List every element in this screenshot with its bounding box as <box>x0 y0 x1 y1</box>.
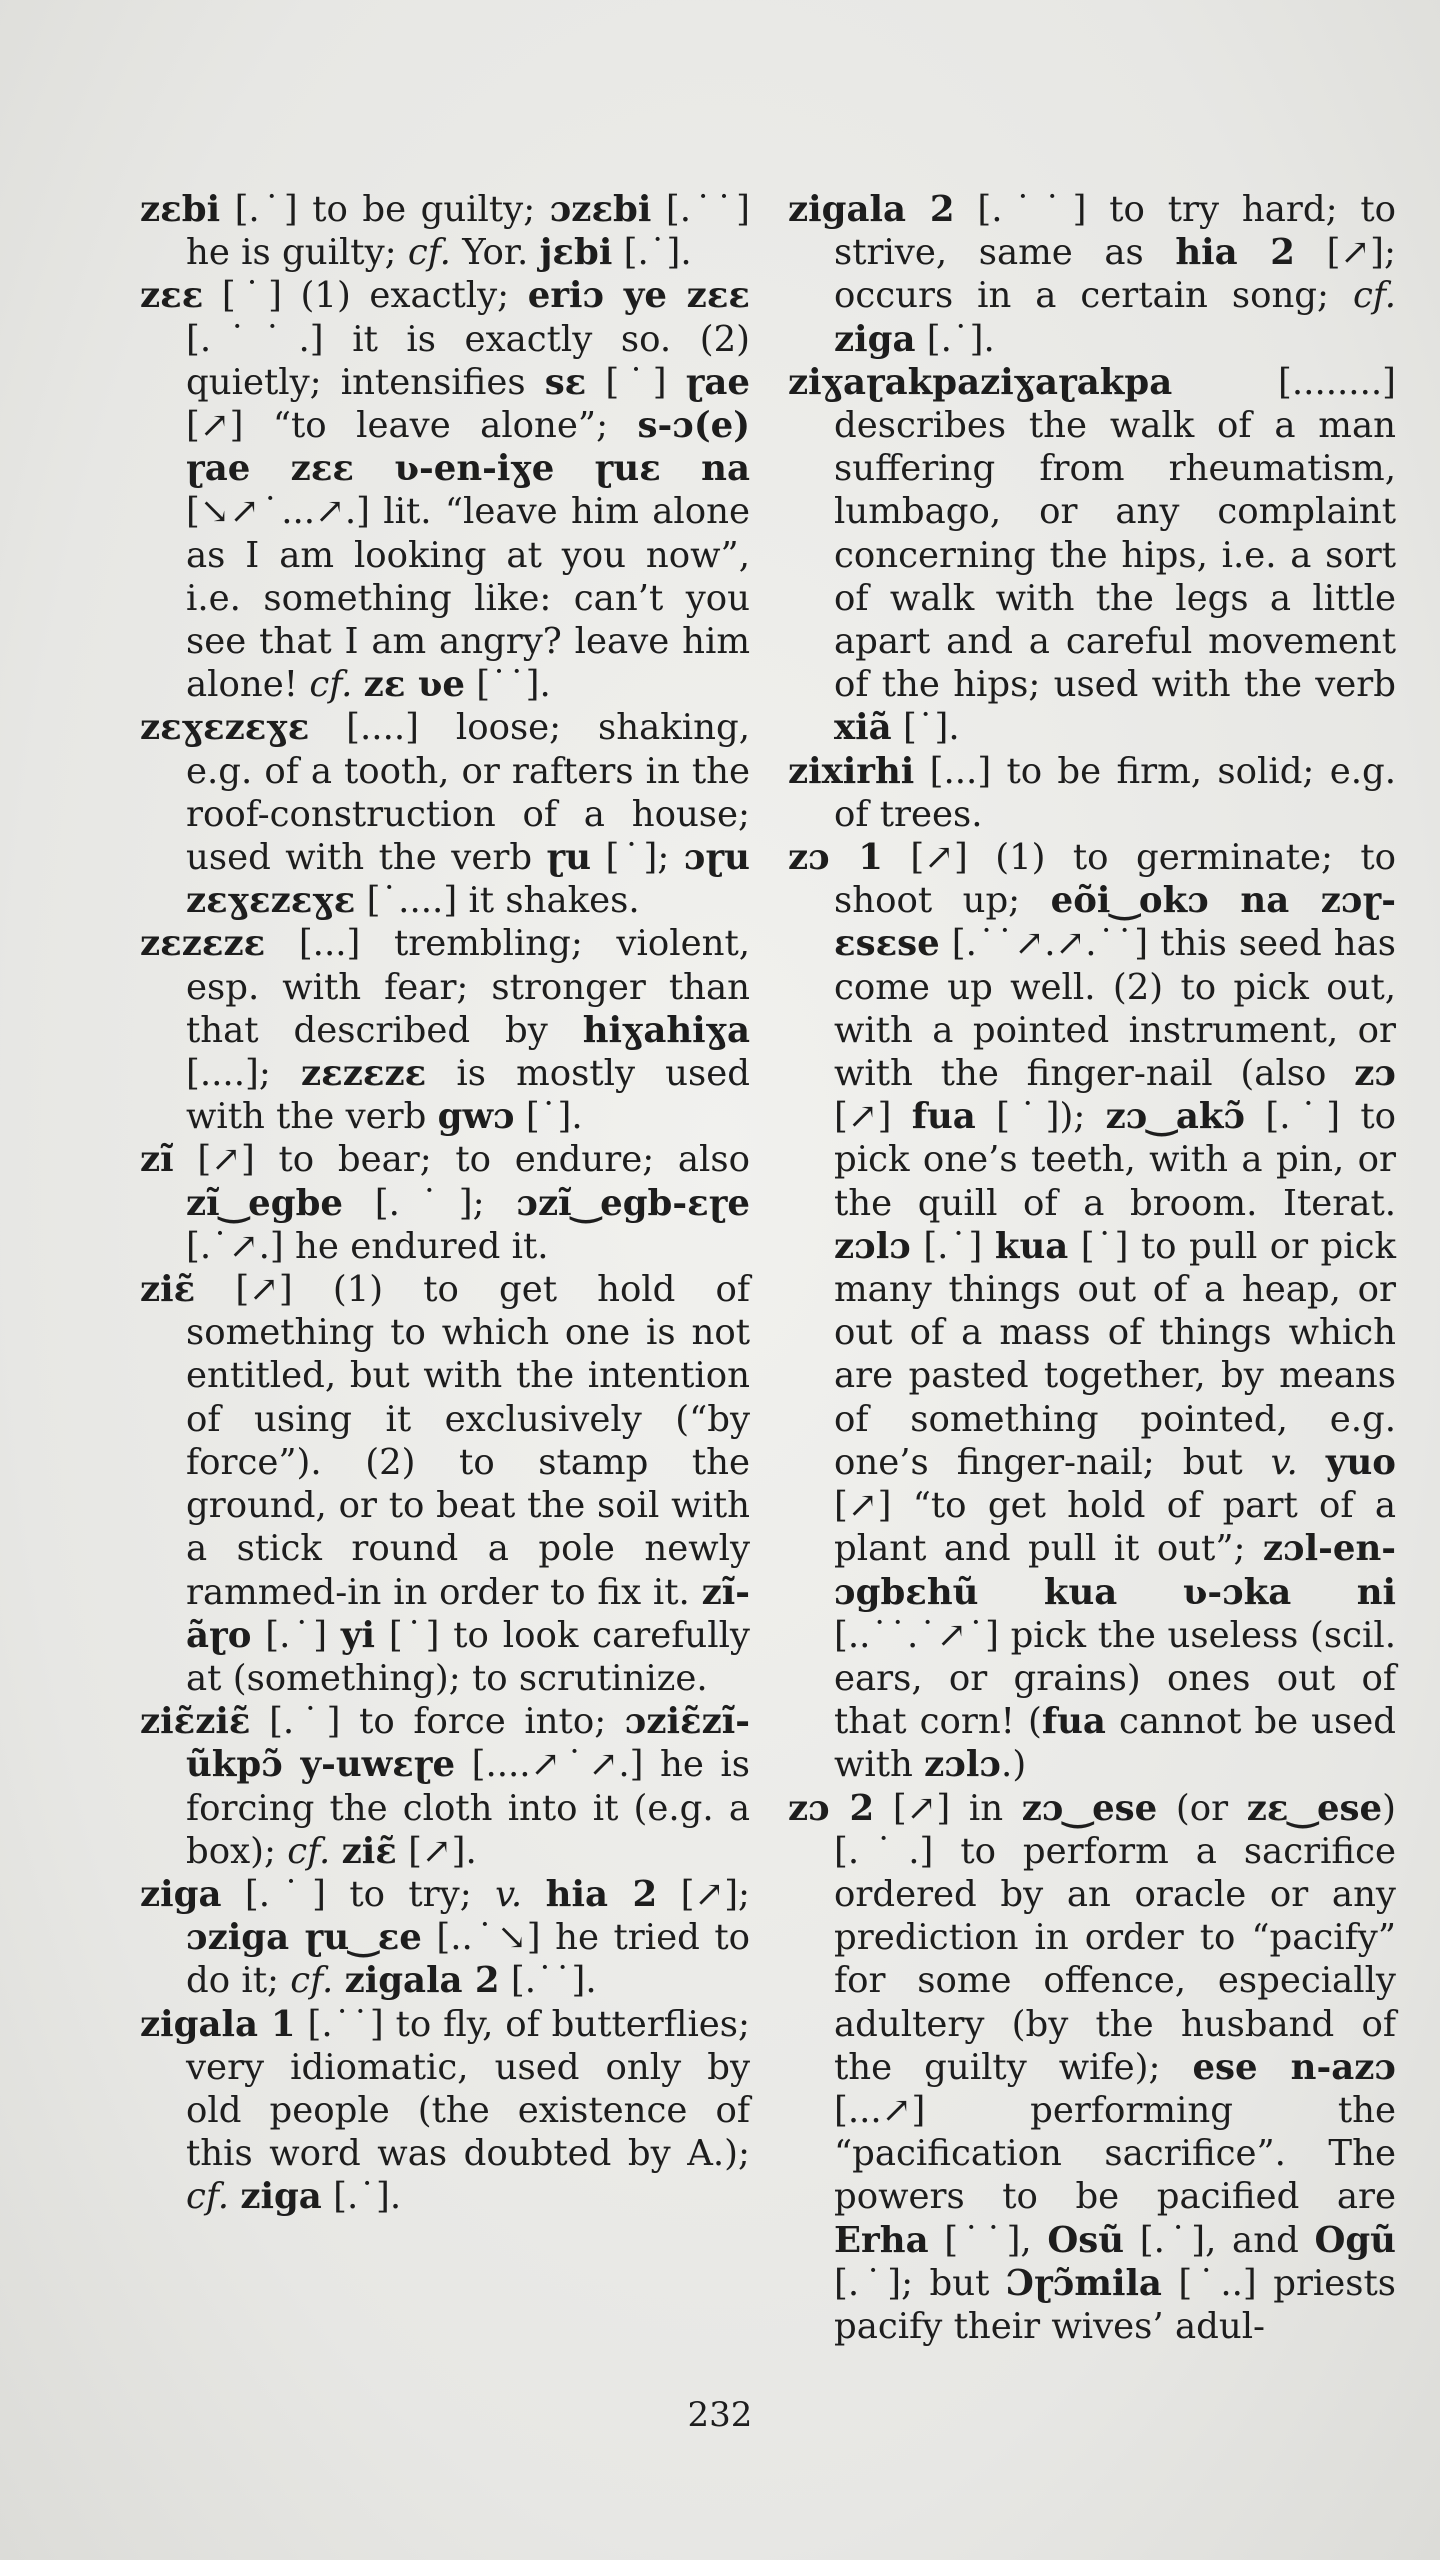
entry-zigala-2: zigala 2 [.˙˙] to try hard; to strive, same as hia 2 [↗]; occurs in a certain song; cf. ziga [.˙]. <box>788 189 1396 360</box>
entry-zo-1: zɔ 1 [↗] (1) to germinate; to shoot up; eõi‿okɔ na zɔɽ-ɛsɛse [.˙˙↗.↗.˙˙] this seed has come up well. (2) to pick out, with a pointed instrument, or with the finger-nail (also zɔ [↗] fua [˙]); zɔ‿akɔ̃ [.˙] to pick one’s teeth, with a pin, or the quill of a broom. Iterat. zɔlɔ [.˙] kua [˙] to pull or pick many things out of a heap, or out of a mass of things which are pasted together, by means of something pointed, e.g. one’s finger-nail; but v. yuo [↗] “to get hold of part of a plant and pull it out”; zɔl-en-ɔgbɛhũ kua ʋ-ɔka ni [..˙˙.˙↗˙] pick the useless (scil. ears, or grains) ones out of that corn! (fua cannot be used with zɔlɔ.) <box>788 837 1397 1786</box>
entry-zee: zɛɛ [˙] (1) exactly; eriɔ ye zɛɛ [.˙˙.] it is exactly so. (2) quietly; intensifies sɛ [˙] ɽae [↗] “to leave alone”; s-ɔ(e) ɽae zɛɛ ʋ-en-iɣe ɽuɛ na [↘↗˙...↗.] lit. “leave him alone as I am looking at you now”, i.e. something like: can’t you see that I am angry? leave him alone! cf. zɛ ʋe [˙˙]. <box>140 275 750 706</box>
entry-ziyarakpaziyarakpa: ziɣaɽakpaziɣaɽakpa [........] describes the walk of a man suffering from rheumatism, lumbago, or any complaint concerning the hips, i.e. a sort of walk with the legs a little apart and a careful movement of the hips; used with the verb xiã [˙]. <box>788 361 1396 749</box>
entry-zie: ziɛ̃ [↗] (1) to get hold of something to which one is not entitled, but with the intention of using it exclusively (“by force”). (2) to stamp the ground, or to beat the soil with a stick round a pole newly rammed-in in order to fix it. zĩ-ãɽo [.˙] yi [˙] to look carefully at (something); to scrutinize. <box>140 1269 750 1699</box>
entry-zixirhi: zixirhi [...] to be firm, solid; e.g. of trees. <box>788 750 1396 835</box>
page-number: 232 <box>687 2395 753 2435</box>
entry-zeyezeye: zɛɣɛzɛɣɛ [....] loose; shaking, e.g. of a tooth, or rafters in the roof-construction of a house; used with the verb ɽu [˙]; ɔɽu zɛɣɛzɛɣɛ [˙....] it shakes. <box>140 707 750 922</box>
entry-zi: zĩ [↗] to bear; to endure; also zĩ‿egbe [.˙]; ɔzĩ‿egb-ɛɽe [.˙↗.] he endured it. <box>140 1139 750 1267</box>
entry-ziga: ziga [.˙] to try; v. hia 2 [↗]; ɔziga ɽu‿ɛe [..˙↘] he tried to do it; cf. zigala 2 [.˙˙]. <box>140 1873 751 2002</box>
entry-zo-2: zɔ 2 [↗] in zɔ‿ese (or zɛ‿ese) [.˙.] to perform a sacrifice ordered by an oracle or any prediction in order to “pacify” for some offence, especially adultery (by the husband of the guilty wife); ese n-azɔ [...↗] performing the “pacification sacrifice”. The powers to be pacified are Erha [˙˙], Osũ [.˙], and Ogũ [.˙]; but Ɔɽɔ̃mila [˙..] priests pacify their wives’ adul- <box>788 1787 1397 2347</box>
left-column <box>140 188 750 2219</box>
entry-zebi: zɛbi [.˙] to be guilty; ɔzɛbi [.˙˙] he is guilty; cf. Yor. jɛbi [.˙]. <box>140 189 750 274</box>
entry-ziezie: ziɛ̃ziɛ̃ [.˙] to force into; ɔziɛ̃zĩ-ũkpɔ̃ y-uwɛɽe [....↗˙↗.] he is forcing the cloth into it (e.g. a box); cf. ziɛ̃ [↗]. <box>140 1701 750 1872</box>
right-column <box>788 188 1396 2348</box>
entry-zigala-1: zigala 1 [.˙˙] to fly, of butterflies; very idiomatic, used only by old people (the existence of this word was doubted by A.); cf. ziga [.˙]. <box>140 2003 750 2218</box>
entry-zezeze: zɛzɛzɛ [...] trembling; violent, esp. with fear; stronger than that described by hiɣahiɣa [....]; zɛzɛzɛ is mostly used with the verb gwɔ [˙]. <box>140 923 750 1138</box>
